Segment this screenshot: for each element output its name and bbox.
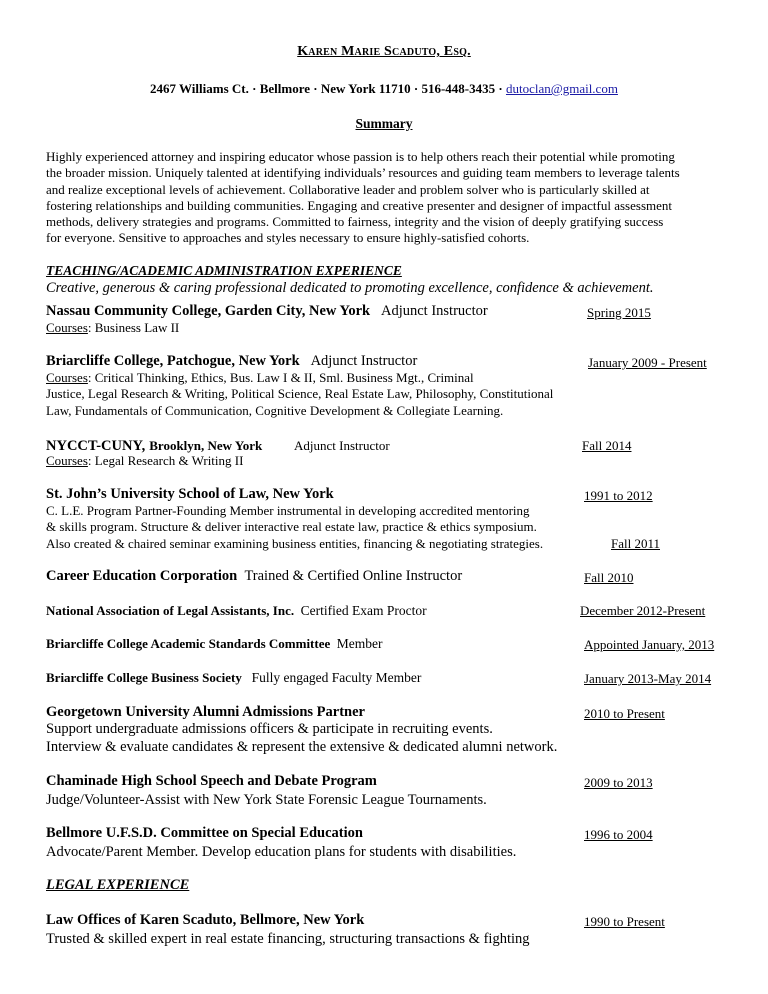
georgetown-description bbox=[46, 720, 557, 756]
summary-heading: Summary bbox=[355, 116, 413, 131]
career-date: Fall 2010 bbox=[584, 570, 634, 585]
briarcliffe-courses bbox=[46, 370, 553, 419]
standards-role: Member bbox=[336, 636, 383, 651]
courses-text: Justice, Legal Research & Writing, Political Science, Real Estate Law, Philosophy, Constitutional bbox=[46, 386, 554, 402]
standards-date: Appointed January, 2013 bbox=[584, 637, 715, 652]
courses-text: : Legal Research & Writing II bbox=[87, 453, 244, 468]
courses-label: Courses bbox=[46, 320, 88, 335]
stjohns-description bbox=[46, 503, 543, 552]
bellmore-org: Bellmore U.F.S.D. Committee on Special Education bbox=[46, 825, 363, 841]
nassau-org: Nassau Community College, Garden City, New York bbox=[46, 303, 371, 319]
law-offices-description bbox=[46, 930, 530, 948]
courses-text: : Business Law II bbox=[87, 320, 180, 335]
nala-entry bbox=[46, 603, 427, 619]
resume-name: Karen Marie Scaduto, Esq. bbox=[297, 44, 471, 59]
description-line: Interview & evaluate candidates & represent the extensive & dedicated alumni network. bbox=[46, 739, 558, 755]
description-line: Advocate/Parent Member. Develop education plans for students with disabilities. bbox=[46, 844, 517, 860]
nassau-date: Spring 2015 bbox=[587, 305, 651, 320]
career-entry bbox=[46, 568, 462, 585]
contact-line bbox=[0, 81, 768, 97]
nassau-role: Adjunct Instructor bbox=[380, 303, 488, 319]
courses-text: : Critical Thinking, Ethics, Bus. Law I & II, Sml. Business Mgt., Criminal bbox=[87, 370, 474, 385]
society-date: January 2013-May 2014 bbox=[584, 671, 712, 686]
briarcliffe-org: Briarcliffe College, Patchogue, New York bbox=[46, 353, 300, 369]
description-line: Trusted & skilled expert in real estate financing, structuring transactions & fighting bbox=[46, 931, 530, 947]
summary-line: methods, delivery strategies and programs. Committed to fairness, integrity and the vision of deeply gratifying success bbox=[46, 214, 664, 230]
nassau-entry bbox=[46, 303, 488, 320]
law-offices-location: , Bellmore, New York bbox=[232, 912, 365, 928]
society-role: Fully engaged Faculty Member bbox=[251, 670, 422, 685]
stjohns-org: St. John’s University School of Law, New York bbox=[46, 486, 334, 502]
chaminade-date: 2009 to 2013 bbox=[584, 775, 653, 790]
description-line: Judge/Volunteer-Assist with New York State Forensic League Tournaments. bbox=[46, 792, 487, 808]
courses-label: Courses bbox=[46, 370, 88, 385]
nala-org: National Association of Legal Assistants, Inc. bbox=[46, 603, 295, 618]
nycct-date: Fall 2014 bbox=[582, 438, 632, 453]
standards-org: Briarcliffe College Academic Standards Committee bbox=[46, 636, 331, 651]
description-line: Support undergraduate admissions officers & participate in recruiting events. bbox=[46, 721, 493, 737]
career-org: Career Education Corporation bbox=[46, 568, 238, 584]
law-offices-entry bbox=[46, 912, 364, 929]
summary-line: for everyone. Sensitive to approaches and styles necessary to ensure highly-satisfied cohorts. bbox=[46, 230, 530, 246]
standards-entry bbox=[46, 636, 382, 652]
briarcliffe-entry bbox=[46, 353, 417, 370]
summary-paragraph bbox=[46, 149, 736, 247]
stjohns-date-2: Fall 2011 bbox=[611, 536, 660, 551]
summary-line: the broader mission. Uniquely talented at identifying individuals’ resources and guiding team members to leverage talents bbox=[46, 165, 680, 181]
summary-line: Highly experienced attorney and inspiring educator whose passion is to help others reach their potential while promoting bbox=[46, 149, 675, 164]
stjohns-date: 1991 to 2012 bbox=[584, 488, 653, 503]
bellmore-description bbox=[46, 843, 516, 861]
chaminade-description bbox=[46, 791, 487, 809]
nycct-location: Brooklyn, New York bbox=[149, 438, 263, 453]
georgetown-date: 2010 to Present bbox=[584, 706, 665, 721]
nycct-courses bbox=[46, 453, 243, 469]
description-line: C. L.E. Program Partner-Founding Member instrumental in developing accredited mentoring bbox=[46, 503, 530, 518]
courses-text: Law, Fundamentals of Communication, Cognitive Development & Collegiate Learning. bbox=[46, 402, 504, 418]
courses-label: Courses bbox=[46, 453, 88, 468]
bellmore-date: 1996 to 2004 bbox=[584, 827, 653, 842]
email-link[interactable]: dutoclan@gmail.com bbox=[505, 81, 618, 96]
georgetown-org: Georgetown University Alumni Admissions Partner bbox=[46, 704, 365, 720]
society-entry bbox=[46, 670, 421, 686]
description-line: Also created & chaired seminar examining business entities, financing & negotiating strategies. bbox=[46, 535, 544, 551]
summary-line: and realize exceptional levels of achievement. Collaborative leader and problem solver who is particularly skilled at bbox=[46, 181, 650, 197]
legal-heading: LEGAL EXPERIENCE bbox=[46, 877, 190, 893]
nycct-role: Adjunct Instructor bbox=[294, 438, 390, 453]
contact-address: 2467 Williams Ct. · Bellmore · New York 11710 · 516-448-3435 · bbox=[150, 81, 506, 96]
nycct-org: NYCCT-CUNY, bbox=[46, 438, 146, 454]
summary-line: fostering relationships and building communities. Engaging and creative presenter and designer of impactful assessment bbox=[46, 197, 672, 213]
teaching-tagline: Creative, generous & caring professional dedicated to promoting excellence, confidence & achievement. bbox=[46, 280, 654, 296]
description-line: & skills program. Structure & deliver interactive real estate law, practice & ethics symposium. bbox=[46, 519, 537, 535]
nala-date: December 2012-Present bbox=[580, 603, 706, 618]
nala-role: Certified Exam Proctor bbox=[300, 603, 427, 618]
career-role: Trained & Certified Online Instructor bbox=[244, 568, 463, 584]
chaminade-org: Chaminade High School Speech and Debate Program bbox=[46, 773, 377, 789]
law-offices-org: Law Offices of Karen Scaduto bbox=[46, 912, 233, 928]
teaching-heading: TEACHING/ACADEMIC ADMINISTRATION EXPERIENCE bbox=[46, 263, 402, 278]
nassau-courses bbox=[46, 320, 179, 336]
law-offices-date: 1990 to Present bbox=[584, 914, 665, 929]
society-org: Briarcliffe College Business Society bbox=[46, 670, 242, 685]
briarcliffe-date: January 2009 - Present bbox=[588, 355, 707, 370]
briarcliffe-role: Adjunct Instructor bbox=[310, 353, 418, 369]
